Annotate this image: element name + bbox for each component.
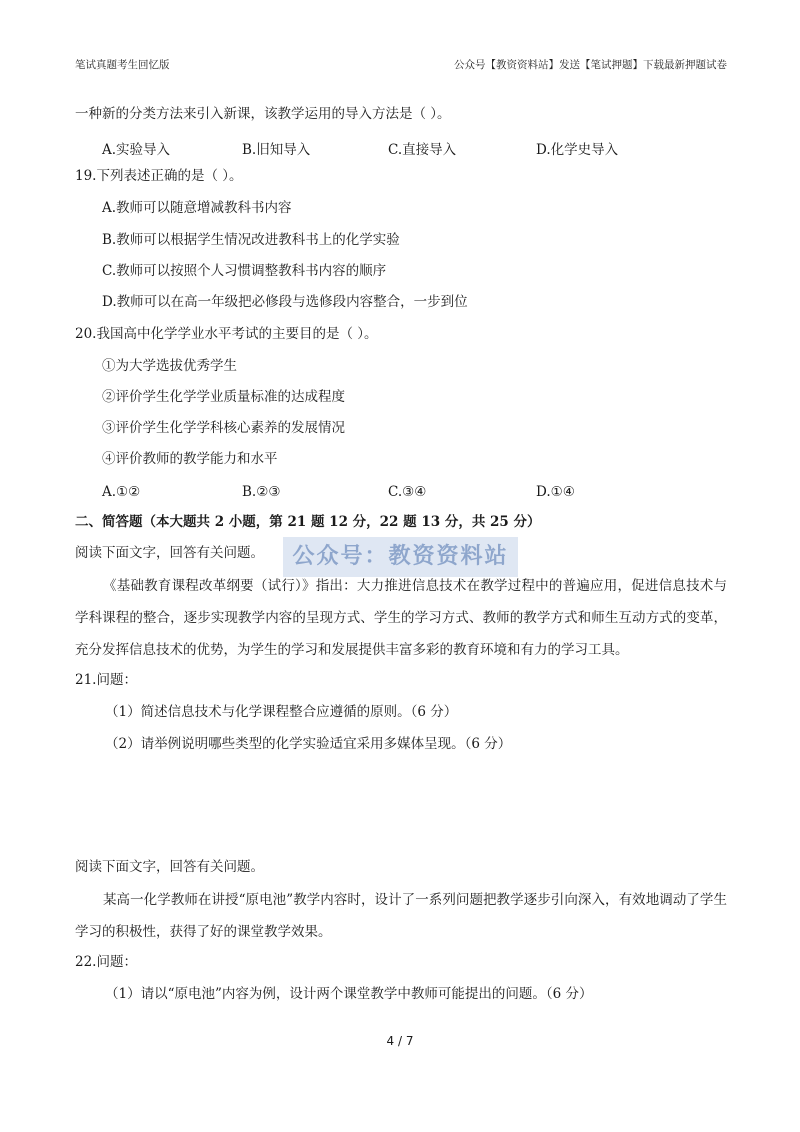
q18-option-a: A.实验导入 <box>102 142 171 158</box>
q19-option-c: C.教师可以按照个人习惯调整教科书内容的顺序 <box>102 263 387 279</box>
q21-sub2: （2）请举例说明哪些类型的化学实验适宜采用多媒体呈现。（6 分） <box>105 736 512 752</box>
q22-label: 22.问题： <box>75 954 137 970</box>
q20-options <box>102 484 702 500</box>
q20-option-a: A.①② <box>102 484 141 500</box>
q22-sub1: （1）请以“原电池”内容为例，设计两个课堂教学中教师可能提出的问题。（6 分） <box>105 986 593 1002</box>
q22-intro: 阅读下面文字，回答有关问题。 <box>75 859 264 875</box>
q18-option-d: D.化学史导入 <box>536 142 619 158</box>
q21-intro: 阅读下面文字，回答有关问题。 <box>75 545 264 561</box>
header-right-text: 公众号【教资资料站】发送【笔试押题】下载最新押题试卷 <box>454 59 727 71</box>
q20-item-2: ②评价学生化学学业质量标准的达成程度 <box>102 389 345 405</box>
header-left-text: 笔试真题考生回忆版 <box>75 59 170 71</box>
q20-option-c: C.③④ <box>388 484 427 500</box>
q20-option-d: D.①④ <box>536 484 575 500</box>
watermark-banner: 公众号：教资资料站 <box>283 537 518 577</box>
q21-passage: 《基础教育课程改革纲要（试行）》指出：大力推进信息技术在教学过程中的普遍应用，促进信息技术与学科课程的整合，逐步实现教学内容的呈现方式、学生的学习方式、教师的教学方式和师生互动方式的变革，充分发挥信息技术的优势，为学生的学习和发展提供丰富多彩的教育环境和有力的学习工具。 <box>75 578 727 658</box>
q19-option-d: D.教师可以在高一年级把必修段与选修段内容整合，一步到位 <box>102 294 468 310</box>
q20-item-4: ④评价教师的教学能力和水平 <box>102 451 278 467</box>
page-number: 4 / 7 <box>386 1034 414 1048</box>
q18-stem-tail: 一种新的分类方法来引入新课，该教学运用的导入方法是（ ）。 <box>75 106 451 122</box>
q20-option-b: B.②③ <box>242 484 281 500</box>
q18-options <box>102 138 702 158</box>
q19-option-b: B.教师可以根据学生情况改进教科书上的化学实验 <box>102 232 400 248</box>
section2-title: 二、简答题（本大题共 2 小题，第 21 题 12 分，22 题 13 分，共 25 分） <box>75 514 541 530</box>
q18-option-c: C.直接导入 <box>388 142 457 158</box>
q20-stem: 20.我国高中化学学业水平考试的主要目的是（ ）。 <box>75 326 378 342</box>
q19-option-a: A.教师可以随意增减教科书内容 <box>102 200 292 216</box>
q20-item-3: ③评价学生化学学科核心素养的发展情况 <box>102 420 345 436</box>
q18-option-b: B.旧知导入 <box>242 142 311 158</box>
q19-stem: 19.下列表述正确的是（ ）。 <box>75 168 243 184</box>
q20-item-1: ①为大学选拔优秀学生 <box>102 358 237 374</box>
q21-sub1: （1）简述信息技术与化学课程整合应遵循的原则。（6 分） <box>105 704 458 720</box>
q21-label: 21.问题： <box>75 672 137 688</box>
q22-passage: 某高一化学教师在讲授“原电池”教学内容时，设计了一系列问题把教学逐步引向深入，有效地调动了学生学习的积极性，获得了好的课堂教学效果。 <box>75 892 727 940</box>
